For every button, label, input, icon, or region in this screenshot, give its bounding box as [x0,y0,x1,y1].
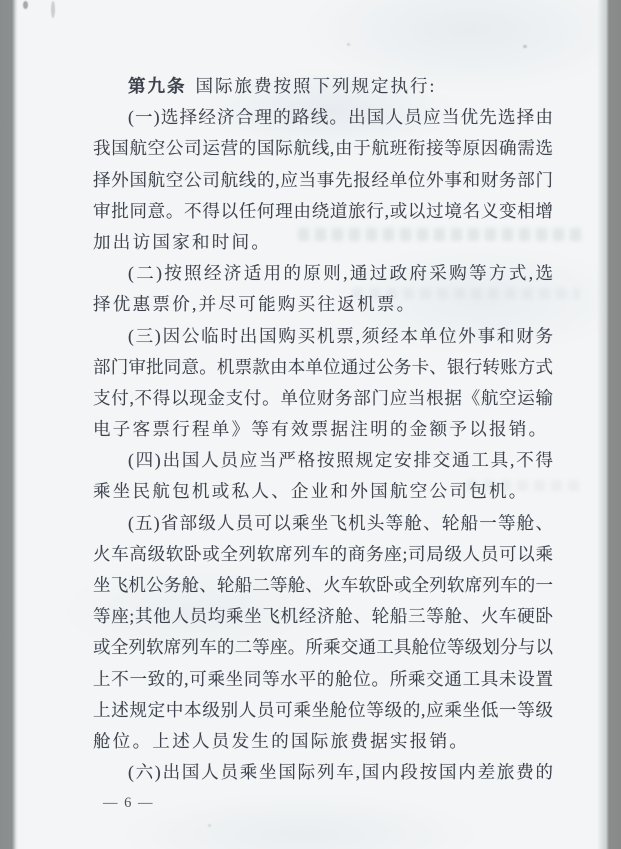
text-line: (三)因公临时出国购买机票,须经本单位外事和财务 [128,325,553,346]
text-line: 或全列软席列车的二等座。所乘交通工具舱位等级划分与以 [93,637,553,658]
scan-speck [523,45,527,48]
text-line: 我国航空公司运营的国际航线,由于航班衔接等原因确需选 [93,138,553,159]
article-number: 第九条 [128,76,187,96]
text-line: 等座;其他人员均乘坐飞机经济舱、轮船三等舱、火车硬卧 [93,606,553,627]
article-intro: 国际旅费按照下列规定执行: [195,76,437,96]
text-line: 上述规定中本级别人员可乘坐舱位等级的,应乘坐低一等级 [93,699,553,720]
text-line: 择外国航空公司航线的,应当事先报经单位外事和财务部门 [93,169,553,190]
scanner-edge-left [0,0,18,849]
text-line: (一)选择经济合理的路线。出国人员应当优先选择由 [128,107,553,128]
text-line: 加出访国家和时间。 [93,231,272,252]
scanner-edge-right [597,0,621,849]
text-line: (二)按照经济适用的原则,通过政府采购等方式,选 [128,263,553,284]
text-line: (四)出国人员应当严格按照规定安排交通工具,不得 [128,450,553,471]
text-line: 支付,不得以现金支付。单位财务部门应当根据《航空运输 [93,387,553,408]
text-line: 舱位。上述人员发生的国际旅费据实报销。 [93,730,470,751]
page-number: — 6 — [103,795,154,811]
article-heading [93,71,553,102]
text-line: (六)出国人员乘坐国际列车,国内段按国内差旅费的 [128,762,553,783]
text-line: 坐飞机公务舱、轮船二等舱、火车软卧或全列软席列车的一 [93,575,553,595]
scan-speck [347,43,350,46]
text-line: 电子客票行程单》等有效票据注明的金额予以报销。 [93,419,549,440]
scan-speck [51,1,55,18]
text-line: 择优惠票价,并尽可能购买往返机票。 [93,294,417,315]
scan-speck [208,824,211,827]
text-line: 部门审批同意。机票款由本单位通过公务卡、银行转账方式 [93,356,553,377]
body-lines [93,102,553,788]
text-line: 审批同意。不得以任何理由绕道旅行,或以过境名义变相增 [93,200,553,221]
scan-speck [23,1,28,9]
text-line: 上不一致的,可乘坐同等水平的舱位。所乘交通工具未设置 [93,668,553,689]
text-line: (五)省部级人员可以乘坐飞机头等舱、轮船一等舱、 [128,512,553,533]
document-text [93,71,553,788]
text-line: 火车高级软卧或全列软席列车的商务座;司局级人员可以乘 [93,543,553,564]
text-line: 乘坐民航包机或私人、企业和外国航空公司包机。 [93,481,529,502]
